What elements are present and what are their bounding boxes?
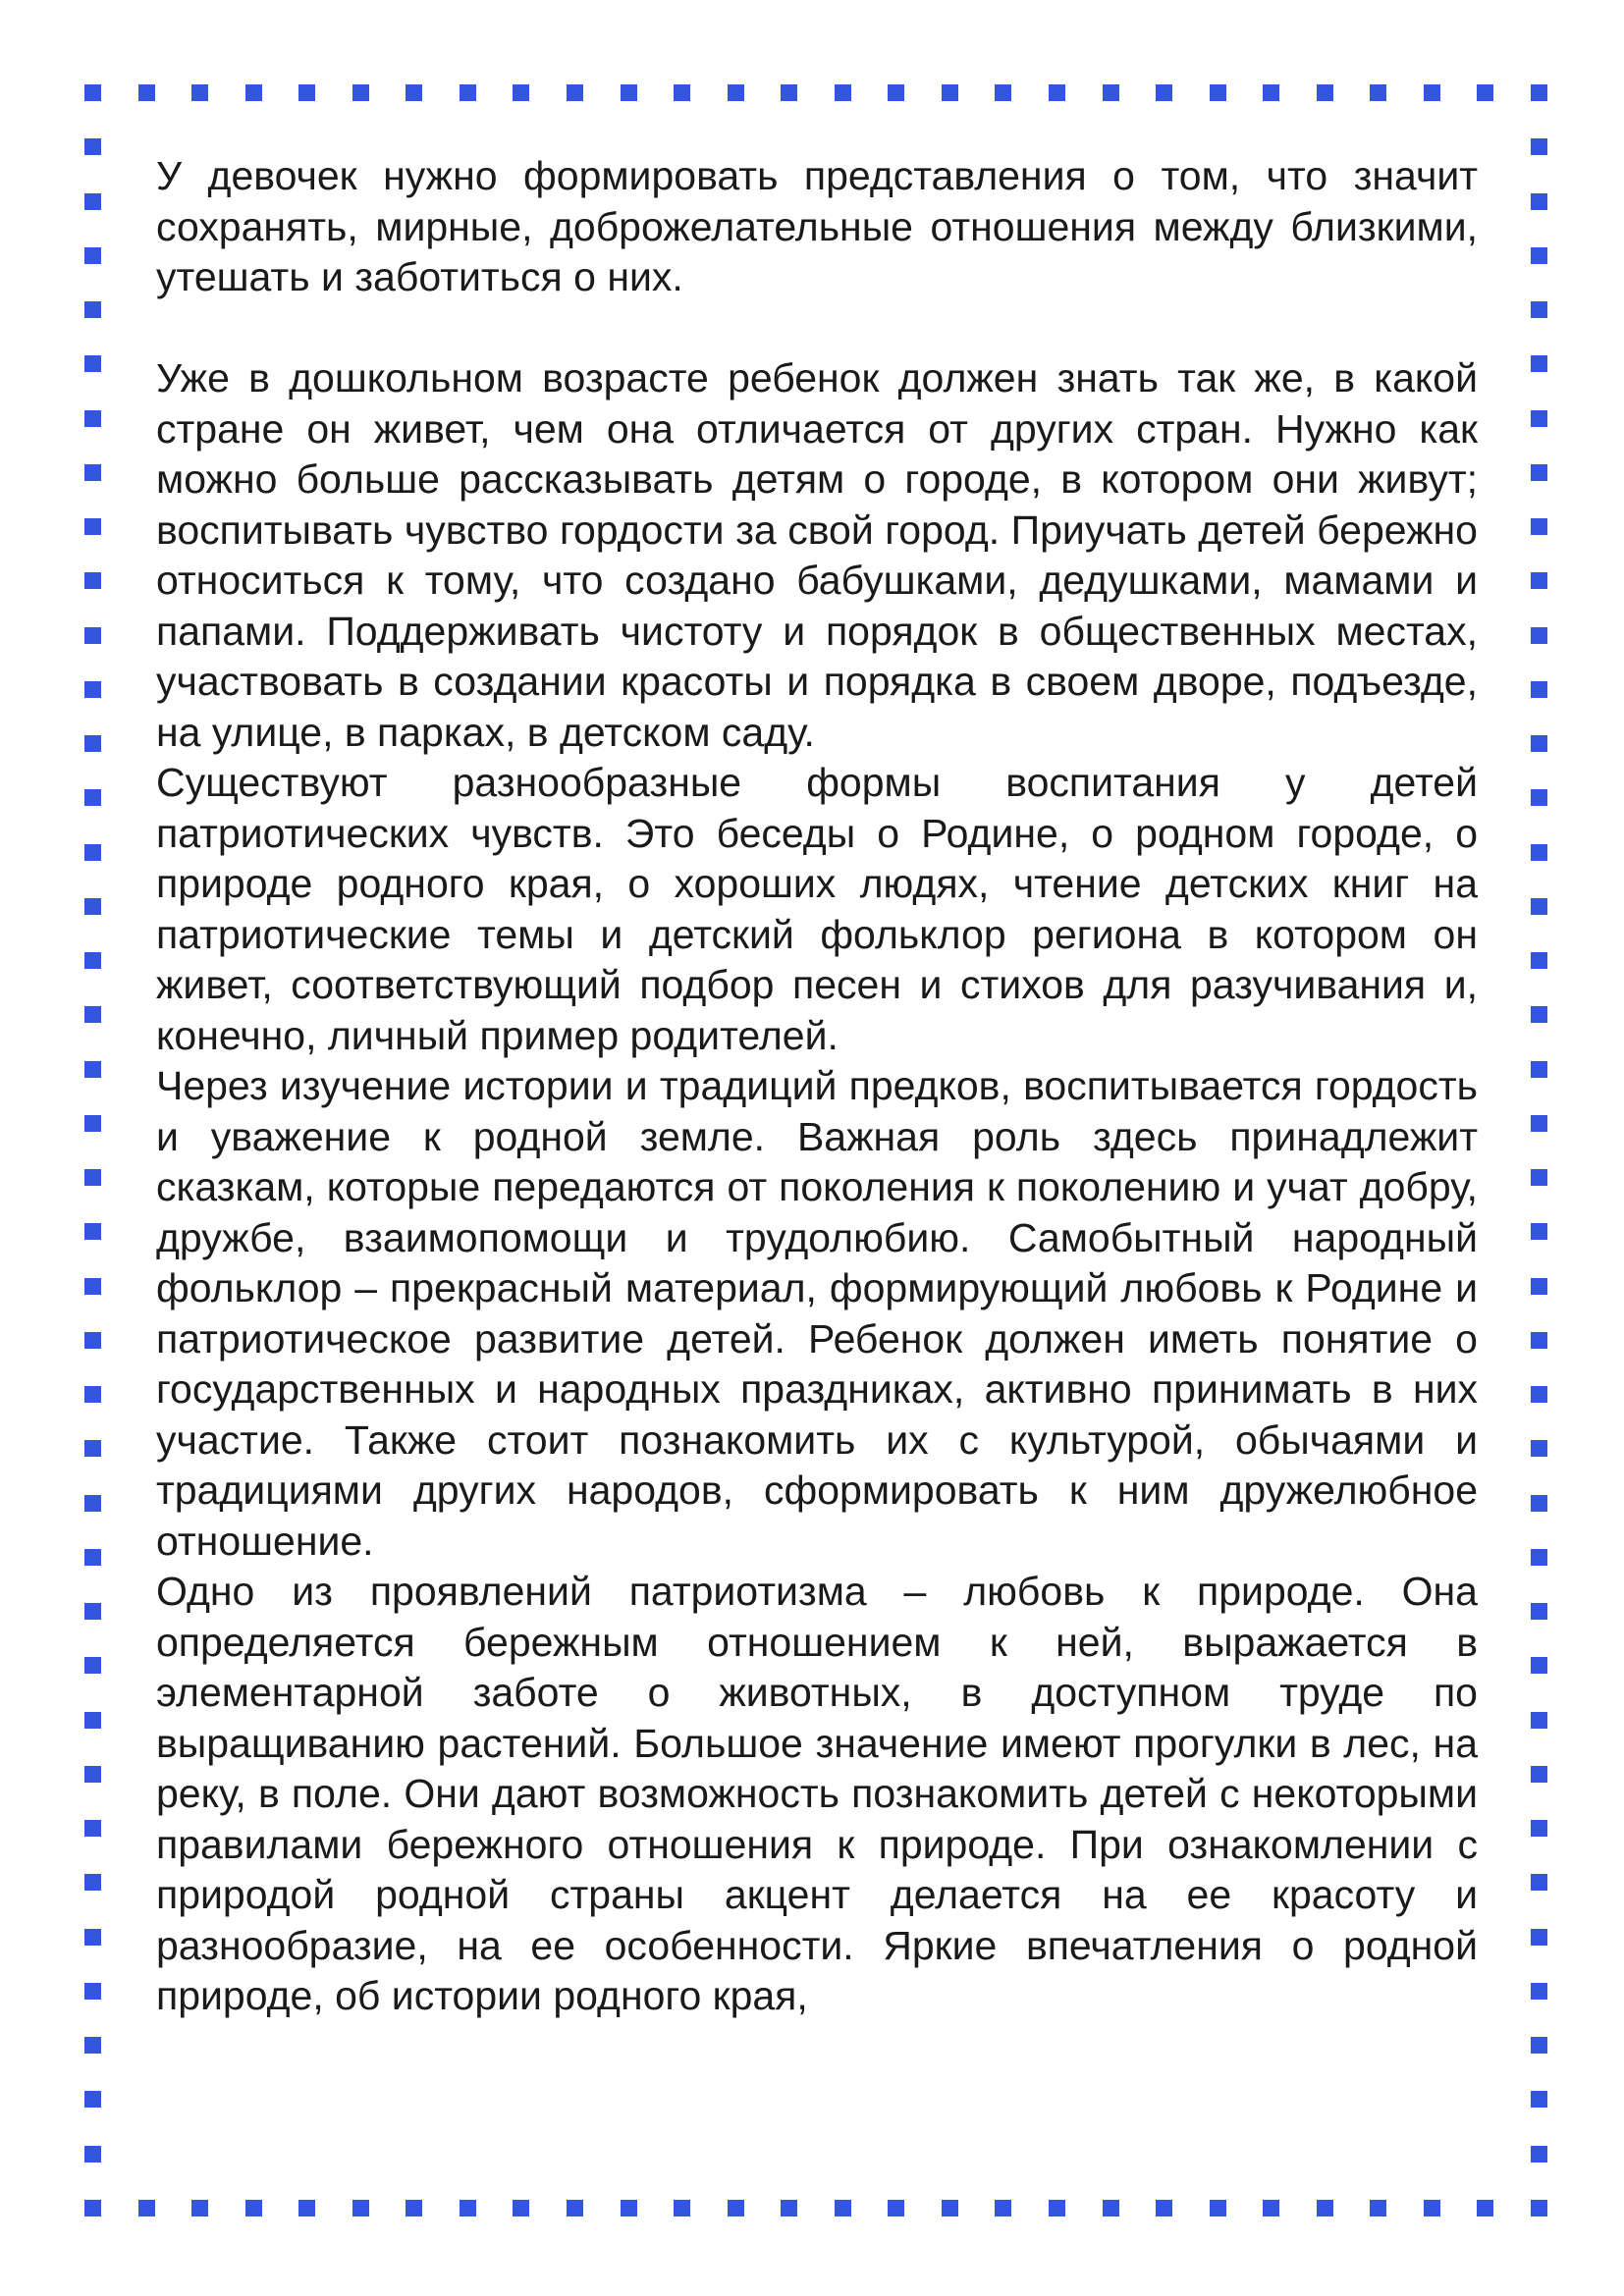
- border-dot-right: [1531, 1006, 1547, 1023]
- border-dot-bottom: [1049, 2200, 1065, 2216]
- border-dot-right: [1531, 1820, 1547, 1837]
- border-dot-top: [621, 84, 637, 101]
- border-dot-right: [1531, 518, 1547, 535]
- border-dot-right: [1531, 627, 1547, 644]
- border-dot-top: [1156, 84, 1172, 101]
- border-dot-right: [1531, 898, 1547, 915]
- border-dot-top: [460, 84, 476, 101]
- border-dot-left: [84, 789, 101, 806]
- border-dot-top: [1317, 84, 1333, 101]
- border-dot-right: [1531, 1929, 1547, 1946]
- border-dot-bottom: [191, 2200, 208, 2216]
- border-dot-right: [1531, 193, 1547, 210]
- border-dot-right: [1531, 138, 1547, 155]
- border-dot-left: [84, 1549, 101, 1566]
- border-dot-left: [84, 2091, 101, 2108]
- border-dot-left: [84, 572, 101, 589]
- border-dot-top: [406, 84, 422, 101]
- border-dot-top: [674, 84, 690, 101]
- border-dot-left: [84, 1820, 101, 1837]
- text-body: [156, 151, 1478, 2022]
- border-dot-bottom: [84, 2200, 101, 2216]
- border-dot-bottom: [1103, 2200, 1119, 2216]
- border-dot-bottom: [1210, 2200, 1226, 2216]
- border-dot-bottom: [1156, 2200, 1172, 2216]
- border-dot-top: [1263, 84, 1279, 101]
- border-dot-right: [1531, 247, 1547, 264]
- border-dot-left: [84, 410, 101, 427]
- border-dot-top: [513, 84, 529, 101]
- border-dot-right: [1531, 681, 1547, 698]
- border-dot-right: [1531, 1440, 1547, 1457]
- border-dot-left: [84, 681, 101, 698]
- border-dot-right: [1531, 464, 1547, 481]
- border-dot-left: [84, 301, 101, 318]
- paragraph-3: Существуют разнообразные формы воспитания у детей патриотических чувств. Это беседы о Родине, о родном городе, о природе родного края, о хороших людях, чтение детских книг на патриотические темы и детский фольклор региона в котором он живет, соответствующий подбор песен и стихов для разучивания и, конечно, личный пример родителей.: [156, 760, 1478, 1058]
- border-dot-right: [1531, 1766, 1547, 1783]
- border-dot-left: [84, 1332, 101, 1349]
- border-dot-left: [84, 1278, 101, 1295]
- border-dot-left: [84, 1657, 101, 1674]
- border-dot-top: [1210, 84, 1226, 101]
- border-dot-bottom: [1424, 2200, 1440, 2216]
- border-dot-left: [84, 247, 101, 264]
- border-dot-left: [84, 898, 101, 915]
- border-dot-top: [781, 84, 797, 101]
- border-dot-top: [567, 84, 583, 101]
- border-dot-bottom: [1317, 2200, 1333, 2216]
- border-dot-bottom: [1263, 2200, 1279, 2216]
- border-dot-right: [1531, 1983, 1547, 2000]
- border-dot-right: [1531, 355, 1547, 372]
- border-dot-left: [84, 1169, 101, 1186]
- paragraph-4: Через изучение истории и традиций предков, воспитывается гордость и уважение к родной земле. Важная роль здесь принадлежит сказкам, которые передаются от поколения к поколению и учат добру, дружбе, взаимопомощи и трудолюбию. Самобытный народный фольклор – прекрасный материал, формирующий любовь к Родине и патриотическое развитие детей. Ребенок должен иметь понятие о государственных и народных праздниках, активно принимать в них участие. Также стоит познакомить их с культурой, обычаями и традициями других народов, сформировать к ним дружелюбное отношение.: [156, 1063, 1478, 1564]
- border-dot-left: [84, 735, 101, 752]
- border-dot-left: [84, 193, 101, 210]
- border-dot-bottom: [1370, 2200, 1386, 2216]
- border-dot-left: [84, 1495, 101, 1512]
- paragraph-5: Одно из проявлений патриотизма – любовь к природе. Она определяется бережным отношением к ней, выражается в элементарной заботе о животных, в доступном труде по выращиванию растений. Большое значение имеют прогулки в лес, на реку, в поле. Они дают возможность познакомить детей с некоторыми правилами бережного отношения к природе. При ознакомлении с природой родной страны акцент делается на ее красоту и разнообразие, на ее особенности. Яркие впечатления о родной природе, об истории родного края,: [156, 1569, 1478, 2018]
- border-dot-right: [1531, 789, 1547, 806]
- border-dot-left: [84, 1223, 101, 1240]
- border-dot-top: [728, 84, 744, 101]
- border-dot-left: [84, 464, 101, 481]
- border-dot-right: [1531, 301, 1547, 318]
- border-dot-bottom: [352, 2200, 369, 2216]
- paragraph-2: Уже в дошкольном возрасте ребенок должен знать так же, в какой стране он живет, чем она отличается от других стран. Нужно как можно больше рассказывать детям о городе, в котором они живут; воспитывать чувство гордости за свой город. Приучать детей бережно относиться к тому, что создано бабушками, дедушками, мамами и папами. Поддерживать чистоту и порядок в общественных местах, участвовать в создании красоты и порядка в своем дворе, подъезде, на улице, в парках, в детском саду.: [156, 355, 1478, 755]
- border-dot-left: [84, 844, 101, 861]
- border-dot-top: [1370, 84, 1386, 101]
- border-dot-top: [298, 84, 315, 101]
- border-dot-top: [1477, 84, 1493, 101]
- border-dot-left: [84, 1006, 101, 1023]
- border-dot-top: [888, 84, 904, 101]
- border-dot-right: [1531, 844, 1547, 861]
- border-dot-bottom: [888, 2200, 904, 2216]
- border-dot-left: [84, 1874, 101, 1891]
- border-dot-right: [1531, 1223, 1547, 1240]
- border-dot-bottom: [1531, 2200, 1547, 2216]
- border-dot-left: [84, 1115, 101, 1132]
- border-dot-right: [1531, 952, 1547, 969]
- border-dot-top: [138, 84, 155, 101]
- border-dot-top: [84, 84, 101, 101]
- border-dot-top: [1103, 84, 1119, 101]
- border-dot-right: [1531, 1332, 1547, 1349]
- border-dot-bottom: [621, 2200, 637, 2216]
- border-dot-bottom: [567, 2200, 583, 2216]
- border-dot-bottom: [835, 2200, 851, 2216]
- border-dot-bottom: [138, 2200, 155, 2216]
- border-dot-right: [1531, 410, 1547, 427]
- border-dot-left: [84, 518, 101, 535]
- border-dot-bottom: [728, 2200, 744, 2216]
- border-dot-right: [1531, 1169, 1547, 1186]
- border-dot-bottom: [995, 2200, 1011, 2216]
- border-dot-left: [84, 2037, 101, 2054]
- border-dot-bottom: [1477, 2200, 1493, 2216]
- border-dot-bottom: [298, 2200, 315, 2216]
- border-dot-right: [1531, 1115, 1547, 1132]
- border-dot-left: [84, 1712, 101, 1729]
- border-dot-bottom: [406, 2200, 422, 2216]
- border-dot-right: [1531, 2037, 1547, 2054]
- border-dot-right: [1531, 1603, 1547, 1620]
- border-dot-right: [1531, 1549, 1547, 1566]
- border-dot-right: [1531, 572, 1547, 589]
- border-dot-right: [1531, 2146, 1547, 2163]
- border-dot-left: [84, 138, 101, 155]
- border-dot-right: [1531, 1874, 1547, 1891]
- border-dot-right: [1531, 1657, 1547, 1674]
- border-dot-bottom: [674, 2200, 690, 2216]
- border-dot-bottom: [460, 2200, 476, 2216]
- border-dot-left: [84, 1603, 101, 1620]
- border-dot-top: [352, 84, 369, 101]
- border-dot-left: [84, 1386, 101, 1403]
- border-dot-bottom: [942, 2200, 958, 2216]
- border-dot-right: [1531, 1061, 1547, 1078]
- border-dot-right: [1531, 1495, 1547, 1512]
- border-dot-left: [84, 1766, 101, 1783]
- border-dot-top: [942, 84, 958, 101]
- border-dot-left: [84, 1983, 101, 2000]
- border-dot-bottom: [781, 2200, 797, 2216]
- border-dot-left: [84, 952, 101, 969]
- border-dot-top: [1531, 84, 1547, 101]
- paragraph-1: У девочек нужно формировать представления о том, что значит сохранять, мирные, доброжелательные отношения между близкими, утешать и заботиться о них.: [156, 153, 1478, 299]
- border-dot-left: [84, 1061, 101, 1078]
- border-dot-right: [1531, 735, 1547, 752]
- border-dot-top: [1049, 84, 1065, 101]
- border-dot-left: [84, 355, 101, 372]
- border-dot-top: [191, 84, 208, 101]
- border-dot-left: [84, 1440, 101, 1457]
- border-dot-right: [1531, 1278, 1547, 1295]
- border-dot-bottom: [513, 2200, 529, 2216]
- border-dot-top: [1424, 84, 1440, 101]
- border-dot-right: [1531, 1712, 1547, 1729]
- border-dot-bottom: [245, 2200, 262, 2216]
- border-dot-top: [245, 84, 262, 101]
- border-dot-left: [84, 627, 101, 644]
- border-dot-top: [835, 84, 851, 101]
- border-dot-top: [995, 84, 1011, 101]
- border-dot-right: [1531, 2091, 1547, 2108]
- border-dot-right: [1531, 1386, 1547, 1403]
- border-dot-left: [84, 1929, 101, 1946]
- border-dot-left: [84, 2146, 101, 2163]
